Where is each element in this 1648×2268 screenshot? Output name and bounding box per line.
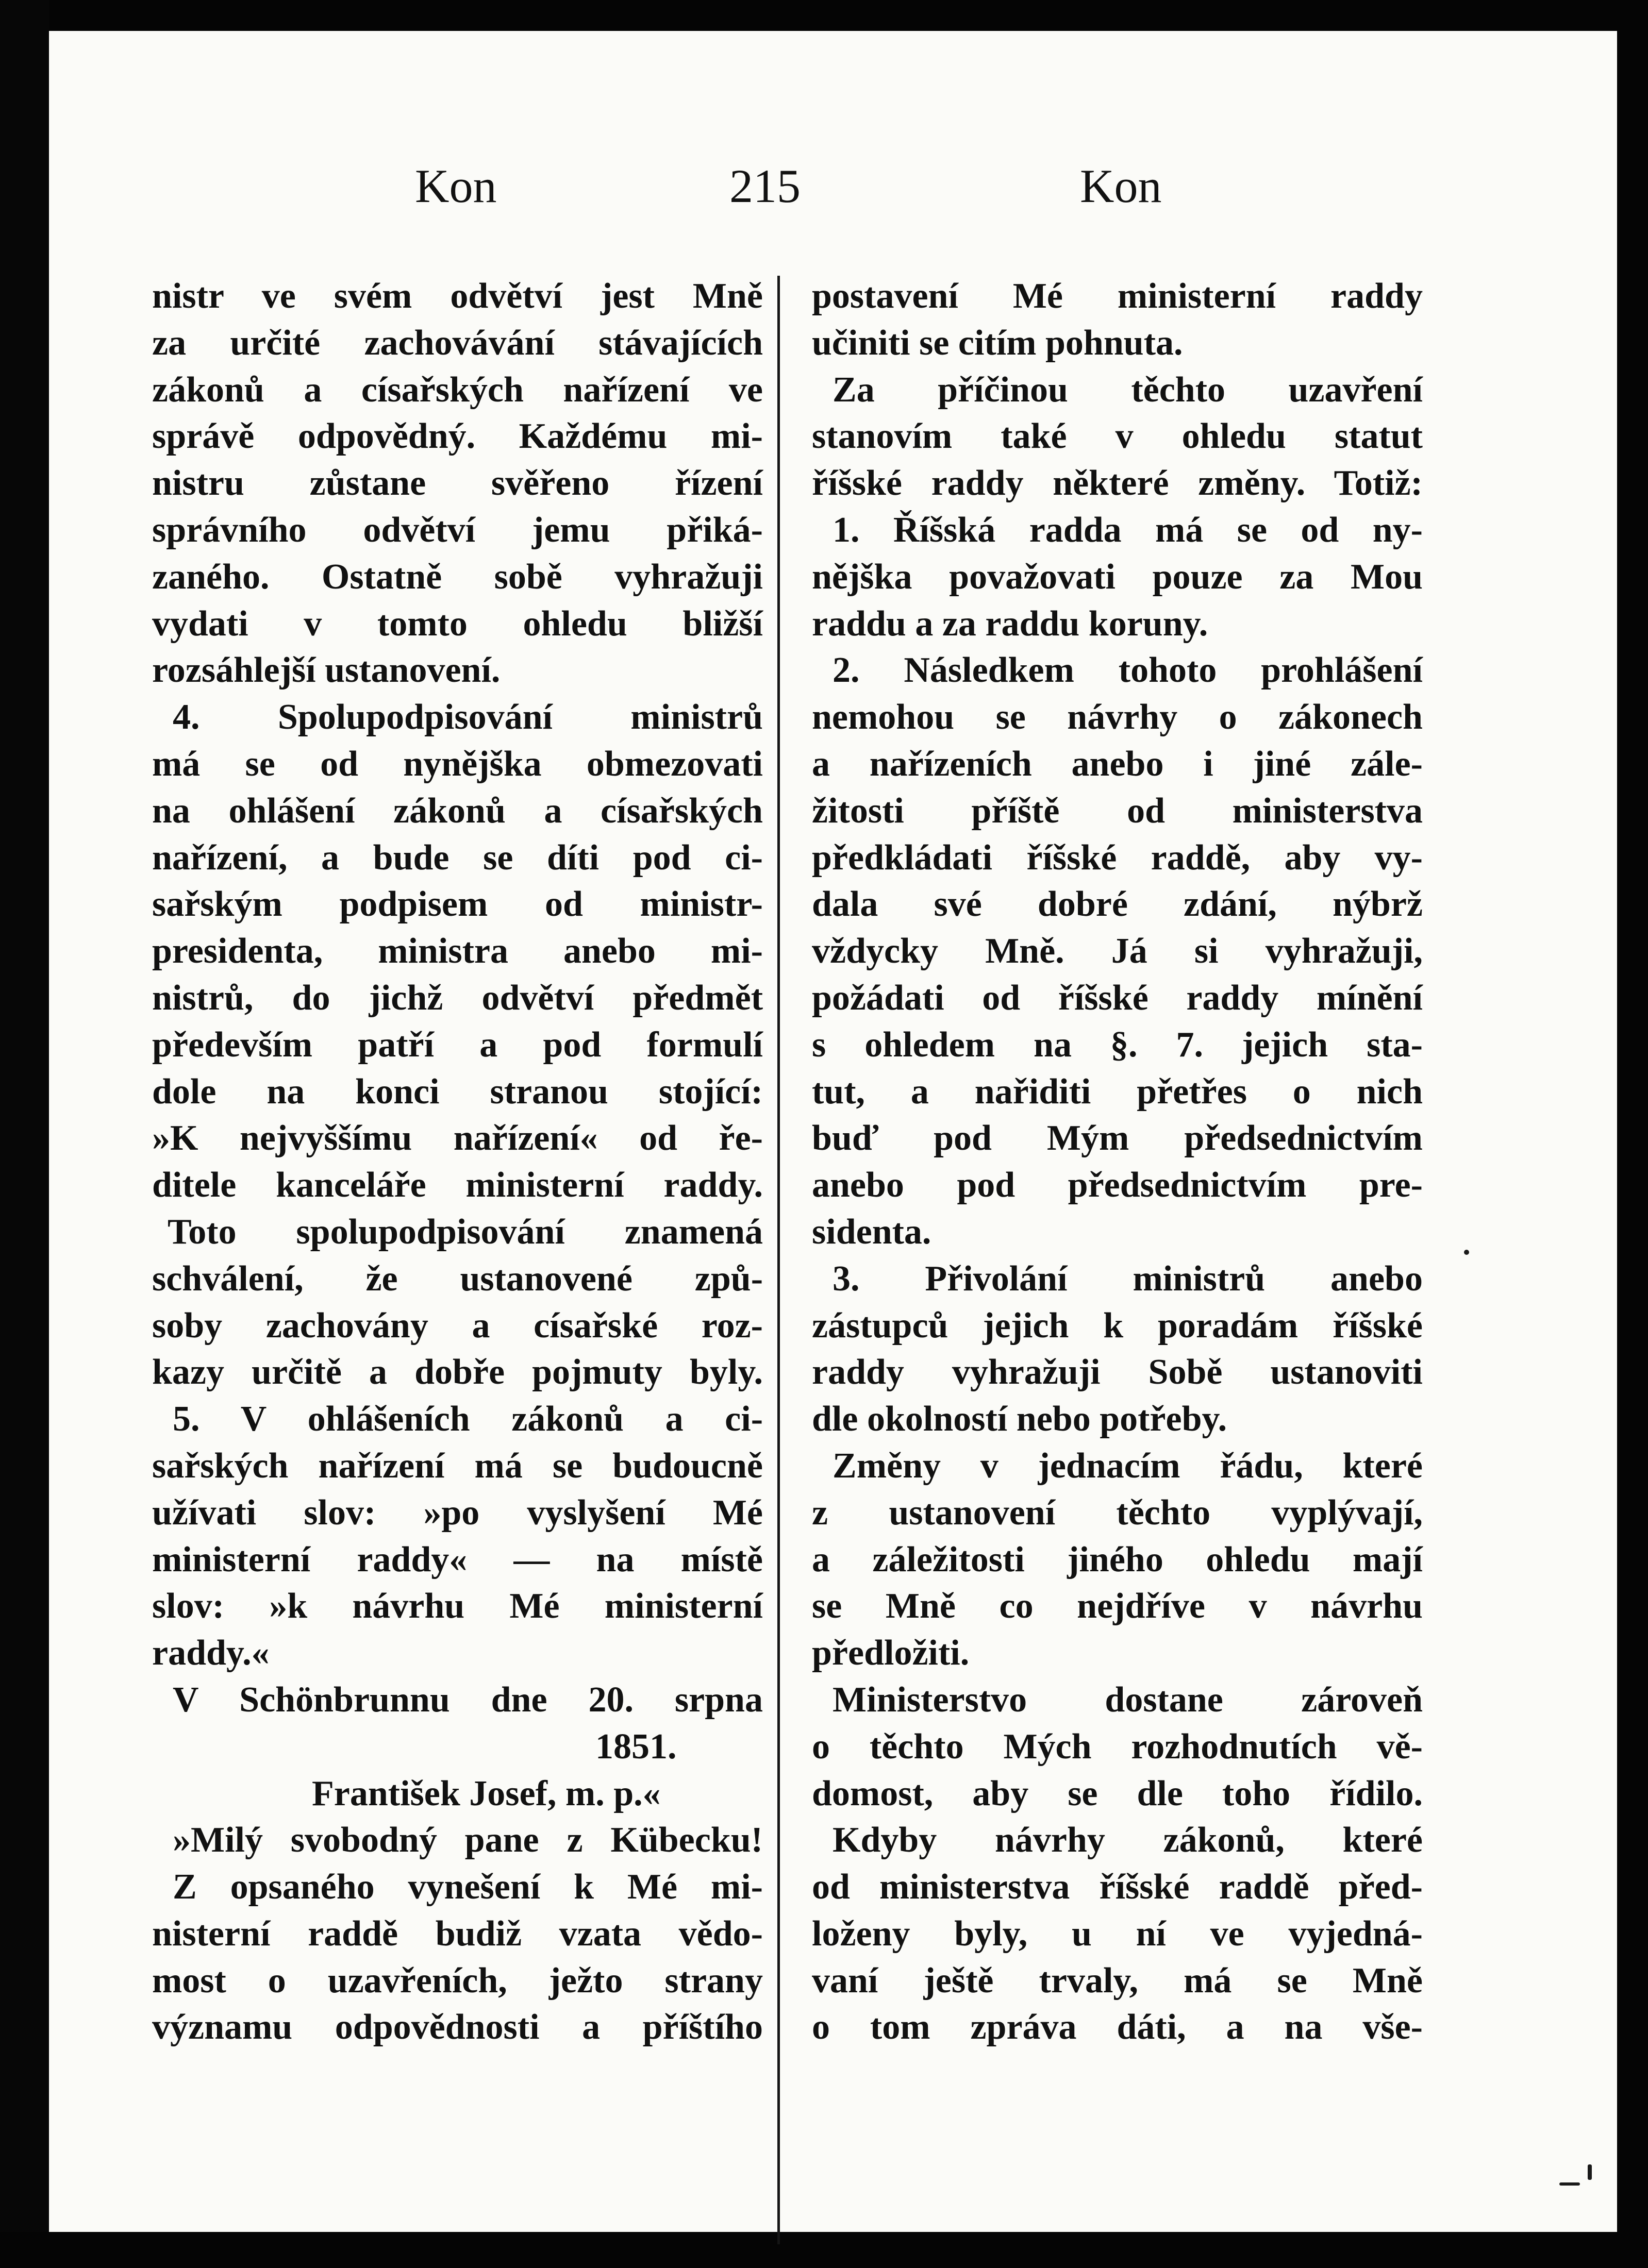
text-line: významu odpovědnosti a příštího	[152, 2007, 763, 2047]
text-line: předkládati říšské raddě, aby vy-	[812, 837, 1423, 878]
text-line: nistrů, do jichž odvětví předmět	[152, 978, 763, 1018]
scan-border-top	[0, 0, 1648, 31]
text-line: anebo pod předsednictvím pre-	[812, 1165, 1423, 1205]
text-line: vždycky Mně. Já si vyhražuji,	[812, 931, 1423, 971]
text-line: a záležitosti jiného ohledu mají	[812, 1539, 1423, 1580]
text-line: Kdyby návrhy zákonů, které	[833, 1820, 1423, 1860]
text-line: Ministerstvo dostane zároveň	[833, 1679, 1423, 1720]
text-line: Toto spolupodpisování znamená	[168, 1212, 763, 1252]
text-line: nějška považovati pouze za Mou	[812, 557, 1423, 597]
text-line: raddu a za raddu koruny.	[812, 603, 1208, 644]
text-line: z ustanovení těchto vyplývají,	[812, 1492, 1423, 1533]
text-line: raddy vyhražuji Sobě ustanoviti	[812, 1352, 1423, 1392]
text-line: »K nejvyššímu nařízení« od ře-	[152, 1118, 763, 1158]
text-line: tut, a nařiditi přetřes o nich	[812, 1071, 1423, 1112]
text-line: dle okolností nebo potřeby.	[812, 1399, 1227, 1439]
text-line: presidenta, ministra anebo mi-	[152, 931, 763, 971]
right-column	[812, 273, 1423, 2051]
text-line: správě odpovědný. Každému mi-	[152, 416, 763, 457]
text-line: zaného. Ostatně sobě vyhražuji	[152, 557, 763, 597]
scan-border-bottom	[0, 2232, 1648, 2268]
text-line: užívati slov: »po vyslyšení Mé	[152, 1492, 763, 1533]
text-line: postavení Mé ministerní raddy	[812, 276, 1423, 316]
text-line: učiniti se citím pohnuta.	[812, 323, 1183, 363]
text-line: ditele kanceláře ministerní raddy.	[152, 1165, 763, 1205]
text-line: Za příčinou těchto uzavření	[833, 369, 1423, 410]
text-line: požádati od říšské raddy mínění	[812, 978, 1423, 1018]
text-line: nisterní raddě budiž vzata vědo-	[152, 1913, 763, 1954]
text-line: za určité zachovávání stávajících	[152, 323, 763, 363]
text-line: říšské raddy některé změny. Totiž:	[812, 463, 1423, 503]
text-line: zákonů a císařských nařízení ve	[152, 369, 763, 410]
text-line: loženy byly, u ní ve vyjedná-	[812, 1913, 1423, 1954]
text-line: správního odvětví jemu přiká-	[152, 510, 763, 550]
book-page	[49, 31, 1617, 2232]
text-line: zástupců jejich k poradám říšské	[812, 1305, 1423, 1346]
text-line: dole na konci stranou stojící:	[152, 1071, 763, 1112]
text-line: nemohou se návrhy o zákonech	[812, 697, 1423, 737]
text-line: rozsáhlejší ustanovení.	[152, 650, 501, 691]
text-line: 1851.	[595, 1726, 677, 1767]
text-line: předložiti.	[812, 1633, 970, 1673]
running-head-right: Kon	[1080, 160, 1162, 212]
text-line: na ohlášení zákonů a císařských	[152, 791, 763, 831]
running-head-left: Kon	[415, 160, 497, 212]
text-line: o tom zpráva dáti, a na vše-	[812, 2007, 1423, 2047]
text-line: vydati v tomto ohledu bližší	[152, 603, 763, 644]
signature-line: František Josef, m. p.«	[312, 1773, 661, 1813]
scan-speck	[1588, 2164, 1592, 2180]
text-line: 2. Následkem tohoto prohlášení	[833, 650, 1423, 691]
text-line: nařízení, a bude se díti pod ci-	[152, 837, 763, 878]
text-line: má se od nynějška obmezovati	[152, 744, 763, 784]
text-line: o těchto Mých rozhodnutích vě-	[812, 1726, 1423, 1767]
text-line: nistr ve svém odvětví jest Mně	[152, 276, 763, 316]
scan-border-right	[1617, 0, 1648, 2268]
text-line: schválení, že ustanovené způ-	[152, 1258, 763, 1299]
text-line: most o uzavřeních, ježto strany	[152, 1960, 763, 2001]
text-line: 3. Přivolání ministrů anebo	[833, 1258, 1423, 1299]
scan-speck	[1464, 1250, 1469, 1255]
text-line: Z opsaného vynešení k Mé mi-	[173, 1867, 763, 1907]
text-line: V Schönbrunnu dne 20. srpna	[173, 1679, 763, 1720]
text-line: raddy.«	[152, 1633, 270, 1673]
text-line: sařských nařízení má se budoucně	[152, 1446, 763, 1486]
text-line: žitosti příště od ministerstva	[812, 791, 1423, 831]
text-line: od ministerstva říšské raddě před-	[812, 1867, 1423, 1907]
text-line: ministerní raddy« — na místě	[152, 1539, 763, 1580]
text-line: stanovím také v ohledu statut	[812, 416, 1423, 457]
text-line: vaní ještě trvaly, má se Mně	[812, 1960, 1423, 2001]
text-line: kazy určitě a dobře pojmuty byly.	[152, 1352, 763, 1392]
text-line: 1. Říšská radda má se od ny-	[833, 510, 1423, 550]
text-line: 4. Spolupodpisování ministrů	[173, 697, 763, 737]
column-divider	[777, 276, 780, 2244]
scan-speck	[1559, 2182, 1580, 2186]
scan-border-left	[0, 0, 49, 2268]
text-line: sidenta.	[812, 1212, 931, 1252]
text-line: »Milý svobodný pane z Kübecku!	[173, 1820, 763, 1860]
text-line: sařským podpisem od ministr-	[152, 884, 763, 925]
text-line: buď pod Mým předsednictvím	[812, 1118, 1423, 1158]
left-column	[152, 273, 763, 2051]
text-line: 5. V ohlášeních zákonů a ci-	[173, 1399, 763, 1439]
text-line: Změny v jednacím řádu, které	[833, 1446, 1423, 1486]
text-line: domost, aby se dle toho řídilo.	[812, 1773, 1423, 1813]
text-line: především patří a pod formulí	[152, 1024, 763, 1065]
text-line: soby zachovány a císařské roz-	[152, 1305, 763, 1346]
text-line: s ohledem na §. 7. jejich sta-	[812, 1024, 1423, 1065]
text-line: slov: »k návrhu Mé ministerní	[152, 1586, 763, 1626]
text-line: dala své dobré zdání, nýbrž	[812, 884, 1423, 925]
text-line: a nařízeních anebo i jiné zále-	[812, 744, 1423, 784]
text-line: nistru zůstane svěřeno řízení	[152, 463, 763, 503]
page-number: 215	[729, 160, 801, 212]
text-line: se Mně co nejdříve v návrhu	[812, 1586, 1423, 1626]
